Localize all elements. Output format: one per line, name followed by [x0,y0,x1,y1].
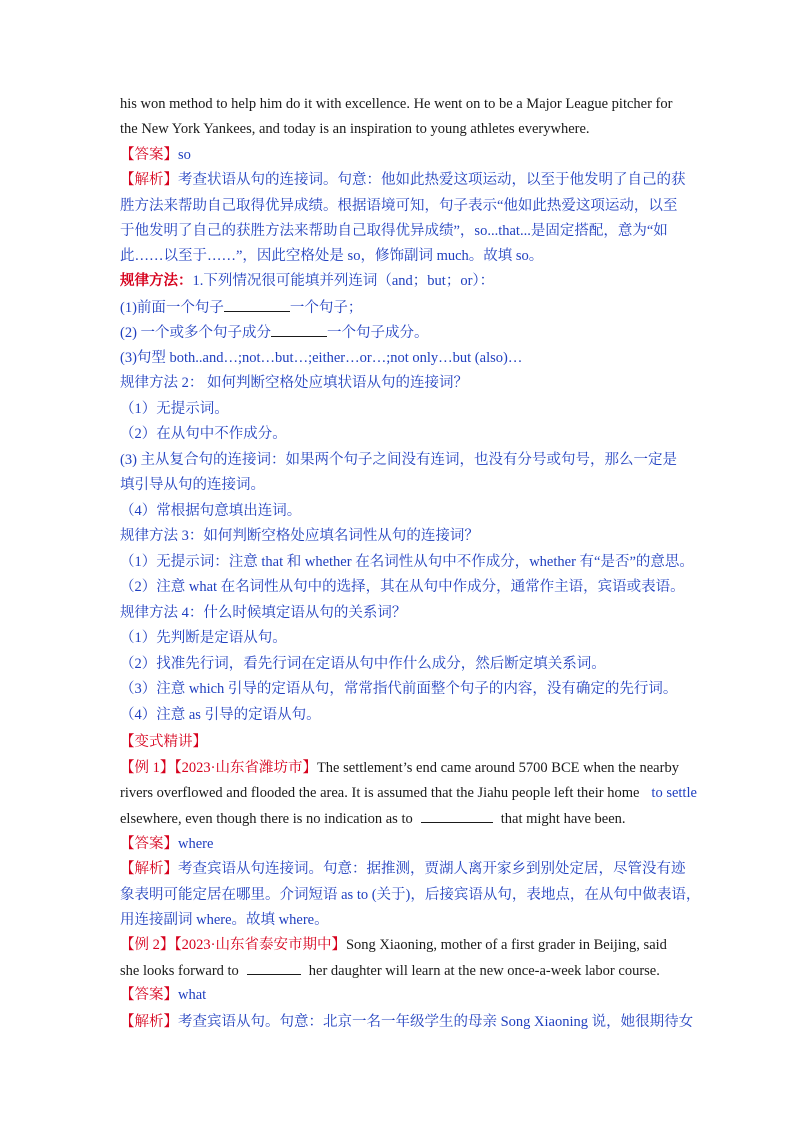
rule-4-item-3: （3）注意 which 引导的定语从句，常常指代前面整个句子的内容，没有确定的先行词。 [120,681,678,697]
answer-tag: 【答案】 [120,836,178,852]
analysis-1-line-3: 于他发明了自己的获胜方法来帮助自己取得优异成绩”，so...that...是固定搭配，意为“如 [120,223,668,239]
example-1-hint: to settle [651,785,697,801]
analysis-text: 考查宾语从句连接词。句意：据推测，贾湖人离开家乡到别处定居，尽管没有迹 [178,861,686,877]
rule-2-title: 规律方法 2： 如何判断空格处应填状语从句的连接词？ [120,375,468,391]
rule-1-c: (3)句型 both..and…;not…but…;either…or…;not only…but (also)… [120,350,523,366]
analysis-1-line-4: 此……以至于……”，因此空格处是 so，修饰副词 much。故填 so。 [120,248,544,264]
rule-2-item-3-line-2: 填引导从句的连接词。 [120,477,265,493]
intro-line-2: the New York Yankees, and today is an inspiration to young athletes everywhere. [120,121,590,137]
example-2-text-2: she looks forward to [120,963,239,979]
example-1-source: 【2023·山东省潍坊市】 [174,760,317,776]
example-1-text-2: rivers overflowed and flooded the area. It is assumed that the Jiahu people left their home [120,785,640,801]
example-2-label: 【例 2】 [120,937,175,953]
analysis-1-line-2: 胜方法来帮助自己取得优异成绩。根据语境可知，句子表示“他如此热爱这项运动，以至 [120,198,678,214]
example-2-line-2 [120,960,660,981]
rule-1-a [120,297,362,318]
rule-1-intro [120,271,494,291]
answer-value: what [178,987,207,1003]
answer-tag: 【答案】 [120,147,178,163]
answer-value: where [178,836,214,852]
analysis-2-line-2: 象表明可能定居在哪里。介词短语 as to (关于)，后接宾语从句，表地点，在从句中做表语， [120,887,701,903]
example-2-text-1: Song Xiaoning, mother of a first grader in Beijing, said [345,937,667,953]
rule-4-title: 规律方法 4：什么时候填定语从句的关系词？ [120,605,407,621]
example-1-label: 【例 1】 [120,760,175,776]
example-1-line-2 [120,783,697,803]
analysis-3-line-1 [120,1012,693,1032]
example-1-line-3 [120,808,626,829]
rule-1-text: 1.下列情况很可能填并列连词（and；but；or）： [192,273,495,289]
example-2-text-3: her daughter will learn at the new once-a-week labor course. [308,963,660,979]
rule-3-item-1: （1）无提示词：注意 that 和 whether 在名词性从句中不作成分，whether 有“是否”的意思。 [120,554,694,570]
analysis-tag: 【解析】 [120,861,178,877]
answer-1 [120,145,191,165]
rule-2-item-4: （4）常根据句意填出连词。 [120,503,302,519]
rule-2-item-3-line-1: (3) 主从复合句的连接词：如果两个句子之间没有连词，也没有分号或句号，那么一定是 [120,452,678,468]
example-1-text-4: that might have been. [500,811,626,827]
fill-blank [271,322,327,337]
example-1-text-3: elsewhere, even though there is no indication as to [120,811,413,827]
answer-value: so [178,147,191,163]
variant-title: 【变式精讲】 [120,734,207,750]
answer-tag: 【答案】 [120,987,178,1003]
fill-blank [421,808,493,823]
analysis-2-line-3: 用连接副词 where。故填 where。 [120,912,329,928]
analysis-tag: 【解析】 [120,172,178,188]
fill-blank [224,297,290,312]
rule-3-item-2: （2）注意 what 在名词性从句中的选择，其在从句中作成分，通常作主语，宾语或表语。 [120,579,685,595]
rule-4-item-1: （1）先判断是定语从句。 [120,630,287,646]
rule-4-item-4: （4）注意 as 引导的定语从句。 [120,707,321,723]
rule-1-b [120,322,429,343]
rule-2-item-2: （2）在从句中不作成分。 [120,426,287,442]
rule-4-item-2: （2）找准先行词，看先行词在定语从句中作什么成分，然后断定填关系词。 [120,656,606,672]
intro-line-1: his won method to help him do it with excellence. He went on to be a Major League pitcher for [120,96,673,112]
example-2-line-1 [120,935,667,955]
answer-2 [120,834,213,854]
example-2-source: 【2023·山东省泰安市期中】 [174,937,346,953]
analysis-2-line-1 [120,859,686,879]
rule-3-title: 规律方法 3：如何判断空格处应填名词性从句的连接词？ [120,528,479,544]
example-1-line-1 [120,758,679,778]
rules-title: 规律方法： [120,273,193,289]
analysis-text: 考查宾语从句。句意：北京一名一年级学生的母亲 Song Xiaoning 说，她很期待女 [178,1014,694,1030]
rule-1-a-text-1: (1)前面一个句子 [120,300,224,316]
analysis-1-line-1 [120,170,686,190]
fill-blank [247,960,301,975]
rule-1-a-text-2: 一个句子； [289,300,363,316]
rule-2-item-1: （1）无提示词。 [120,401,229,417]
analysis-text: 考查状语从句的连接词。句意：他如此热爱这项运动，以至于他发明了自己的获 [178,172,686,188]
answer-3 [120,985,206,1005]
rule-1-b-text-2: 一个句子成分。 [327,325,429,341]
example-1-text-1: The settlement’s end came around 5700 BCE when the nearby [316,760,679,776]
rule-1-b-text-1: (2) 一个或多个句子成分 [120,325,272,341]
analysis-tag: 【解析】 [120,1014,178,1030]
